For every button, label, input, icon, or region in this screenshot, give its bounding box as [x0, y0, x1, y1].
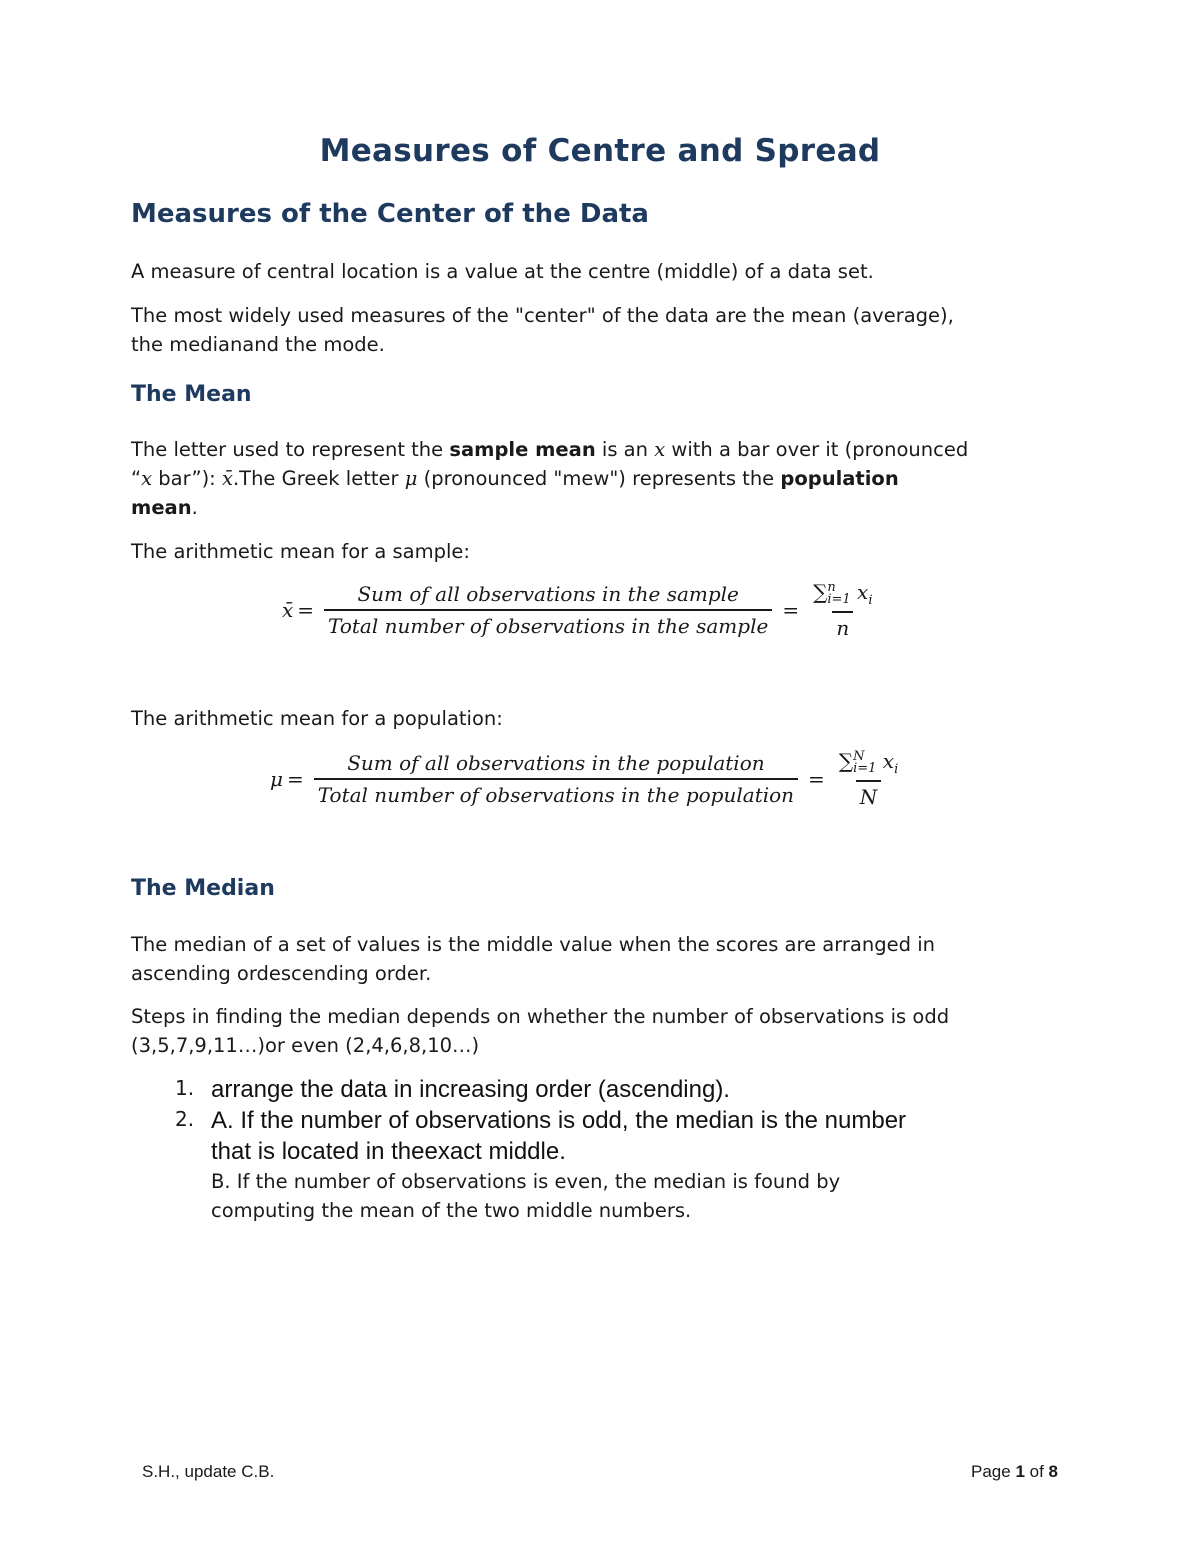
page-title: Measures of Centre and Spread	[319, 133, 881, 169]
sum-lower-limit: i=1	[853, 760, 877, 776]
step-subtext: computing the mean of the two middle numbers.	[211, 1199, 692, 1222]
sum-term: x	[882, 749, 895, 773]
equals-sign: =	[297, 598, 315, 622]
step-text: A. If the number of observations is odd, the median is the number	[211, 1107, 907, 1134]
summation-denominator: n	[832, 611, 853, 640]
sample-mean-label: The arithmetic mean for a sample:	[131, 540, 470, 563]
text-run: bar”):	[152, 467, 222, 490]
paragraph-line: The most widely used measures of the "center" of the data are the mean (average),	[131, 304, 954, 327]
text-run: with a bar over it (pronounced	[665, 438, 969, 461]
summation-numerator	[835, 749, 902, 780]
formula-lhs: x̄	[282, 598, 294, 622]
step-subtext: B. If the number of observations is even, the median is found by	[211, 1170, 841, 1193]
paragraph-line: (3,5,7,9,11…)or even (2,4,6,8,10…)	[131, 1034, 480, 1057]
text-run: The letter used to represent the	[131, 438, 450, 461]
paragraph-text: A measure of central location is a value at the centre (middle) of a data set.	[131, 260, 874, 283]
summation-fraction	[835, 749, 902, 809]
math-mu: μ	[404, 467, 418, 490]
list-item	[131, 1105, 1031, 1225]
paragraph-widely-used	[131, 301, 1081, 359]
population-fraction	[314, 751, 798, 807]
math-xbar: x̄	[221, 467, 233, 490]
sample-fraction	[324, 582, 772, 638]
text-run: “	[131, 467, 142, 490]
footer-page-number	[971, 1462, 1058, 1482]
total-pages: 8	[1048, 1462, 1058, 1481]
bold-sample-mean: sample mean	[449, 438, 596, 461]
summation-numerator	[809, 580, 876, 611]
footer-author: S.H., update C.B.	[142, 1462, 275, 1481]
footer-text: Page	[971, 1462, 1016, 1481]
paragraph-median-definition	[131, 930, 1081, 988]
math-x: x	[141, 467, 153, 490]
paragraph-line: The median of a set of values is the middle value when the scores are arranged in	[131, 933, 935, 956]
sum-term-index: i	[868, 593, 873, 608]
text-run: .	[191, 496, 198, 519]
sum-lower-limit: i=1	[827, 591, 851, 607]
equals-sign: =	[782, 598, 800, 622]
heading-the-median: The Median	[131, 876, 275, 901]
paragraph-line	[131, 435, 1081, 464]
list-item	[131, 1074, 1031, 1105]
paragraph-line	[131, 493, 1081, 522]
text-run: .The Greek letter	[232, 467, 405, 490]
population-mean-formula	[270, 749, 908, 809]
list-marker: 2.	[175, 1107, 195, 1131]
list-marker: 1.	[175, 1076, 195, 1100]
sigma-symbol: ∑	[813, 580, 828, 604]
text-run: (pronounced "mew") represents the	[417, 467, 781, 490]
text-run: is an	[595, 438, 655, 461]
section-heading-center: Measures of the Center of the Data	[131, 199, 649, 229]
bold-population: population	[780, 467, 899, 490]
step-text: arrange the data in increasing order (ascending).	[211, 1076, 730, 1103]
paragraph-median-steps-intro	[131, 1002, 1081, 1060]
sum-upper-limit: n	[827, 579, 836, 595]
paragraph-central-location	[131, 257, 1081, 286]
current-page: 1	[1015, 1462, 1025, 1481]
median-steps-list	[131, 1074, 1031, 1225]
fraction-numerator: Sum of all observations in the sample	[357, 582, 739, 606]
paragraph-mean-definition	[131, 435, 1081, 522]
sum-upper-limit: N	[853, 748, 865, 764]
population-mean-label: The arithmetic mean for a population:	[131, 707, 503, 730]
fraction-denominator: Total number of observations in the sample	[324, 609, 772, 638]
paragraph-line: ascending ordescending order.	[131, 962, 432, 985]
sigma-symbol: ∑	[838, 749, 854, 773]
fraction-numerator: Sum of all observations in the population	[347, 751, 765, 775]
bold-mean: mean	[131, 496, 192, 519]
footer-text: of	[1024, 1462, 1049, 1481]
fraction-denominator: Total number of observations in the population	[314, 778, 798, 807]
sum-term-index: i	[894, 762, 899, 777]
formula-lhs: μ	[270, 767, 283, 791]
equals-sign: =	[287, 767, 304, 791]
step-text: that is located in theexact middle.	[211, 1138, 566, 1165]
sum-term: x	[857, 580, 869, 604]
paragraph-line	[131, 464, 1081, 493]
sample-mean-formula	[282, 580, 883, 640]
summation-denominator: N	[856, 780, 882, 809]
paragraph-line: Steps in finding the median depends on whether the number of observations is odd	[131, 1005, 950, 1028]
equals-sign: =	[808, 767, 825, 791]
heading-the-mean: The Mean	[131, 382, 252, 407]
paragraph-line: the medianand the mode.	[131, 333, 385, 356]
math-x: x	[654, 438, 666, 461]
summation-fraction	[809, 580, 876, 640]
